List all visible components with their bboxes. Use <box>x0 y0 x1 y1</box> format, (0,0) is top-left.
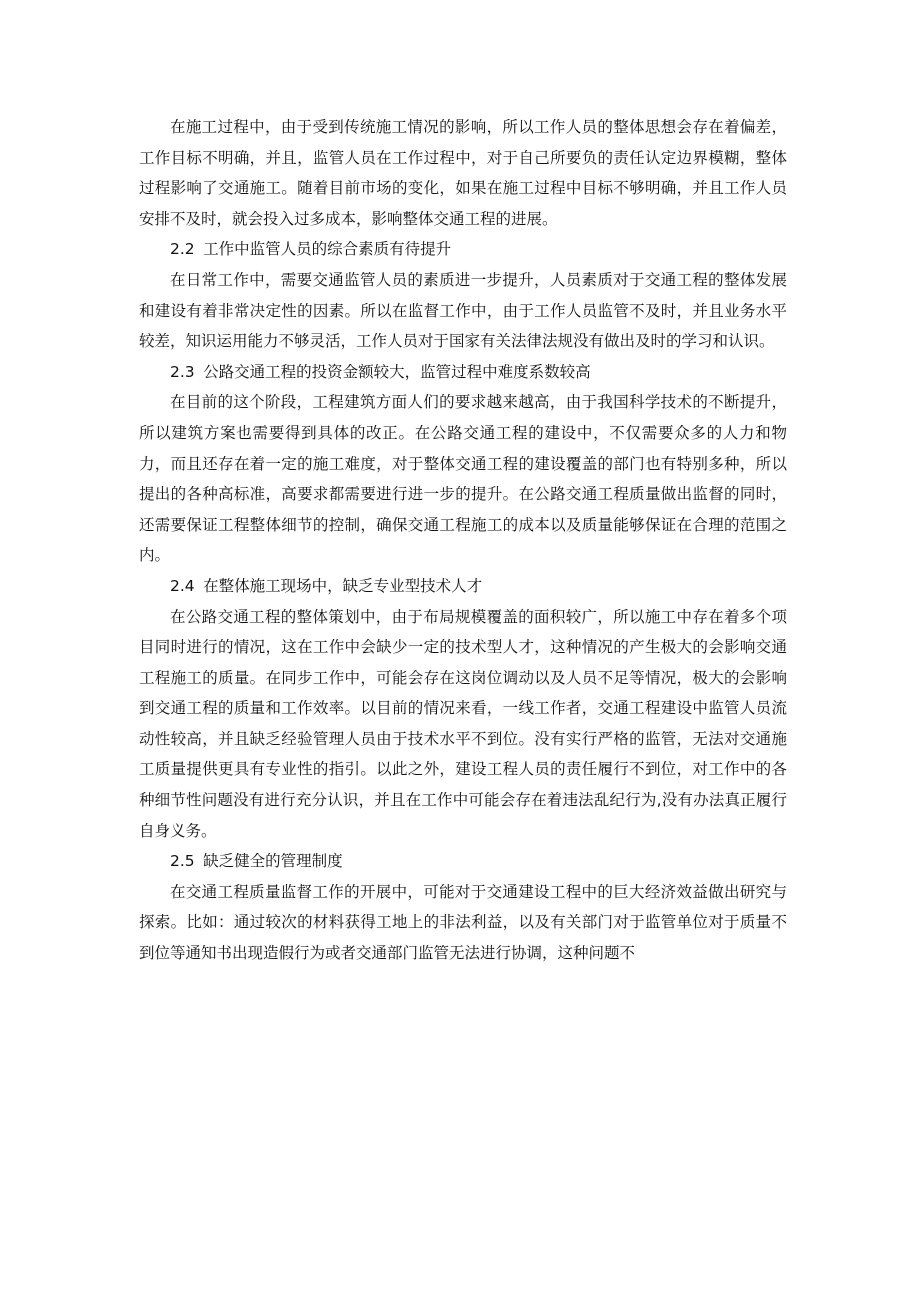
section-heading-2-5 <box>139 846 787 877</box>
section-number: 2.5 <box>170 852 195 871</box>
section-title: 公路交通工程的投资金额较大，监管过程中难度系数较高 <box>203 362 591 381</box>
section-heading-2-3 <box>139 357 787 388</box>
section-heading-2-2 <box>139 234 787 265</box>
paragraph: 在日常工作中，需要交通监管人员的素质进一步提升，人员素质对于交通工程的整体发展和建设有着非常决定性的因素。所以在监督工作中，由于工作人员监管不及时，并且业务水平较差，知识运用能力不够灵活，工作人员对于国家有关法律法规没有做出及时的学习和认识。 <box>139 270 787 351</box>
paragraph: 在目前的这个阶段，工程建筑方面人们的要求越来越高，由于我国科学技术的不断提升，所以建筑方案也需要得到具体的改正。在公路交通工程的建设中，不仅需要众多的人力和物力，而且还存在着一定的施工难度，对于整体交通工程的建设覆盖的部门也有特别多种，所以提出的各种高标准，高要求都需要进行进一步的提升。在公路交通工程质量做出监督的同时，还需要保证工程整体细节的控制，确保交通工程施工的成本以及质量能够保证在合理的范围之内。 <box>139 393 787 565</box>
section-number: 2.4 <box>170 576 195 595</box>
section-title: 工作中监管人员的综合素质有待提升 <box>203 240 452 259</box>
section-title: 在整体施工现场中，缺乏专业型技术人才 <box>203 576 483 595</box>
section-title: 缺乏健全的管理制度 <box>203 852 343 871</box>
document-body <box>139 112 787 969</box>
section-heading-2-4 <box>139 571 787 602</box>
section-number: 2.3 <box>170 362 195 381</box>
paragraph: 在施工过程中，由于受到传统施工情况的影响，所以工作人员的整体思想会存在着偏差，工作目标不明确，并且，监管人员在工作过程中，对于自己所要负的责任认定边界模糊，整体过程影响了交通施工。随着目前市场的变化，如果在施工过程中目标不够明确，并且工作人员安排不及时，就会投入过多成本，影响整体交通工程的进展。 <box>139 118 787 228</box>
section-number: 2.2 <box>170 240 195 259</box>
paragraph: 在交通工程质量监督工作的开展中，可能对于交通建设工程中的巨大经济效益做出研究与探索。比如：通过较次的材料获得工地上的非法利益，以及有关部门对于监管单位对于质量不到位等通知书出现造假行为或者交通部门监管无法进行协调，这种问题不 <box>139 882 787 963</box>
paragraph: 在公路交通工程的整体策划中，由于布局规模覆盖的面积较广，所以施工中存在着多个项目同时进行的情况，这在工作中会缺少一定的技术型人才，这种情况的产生极大的会影响交通工程施工的质量。在同步工作中，可能会存在这岗位调动以及人员不足等情况，极大的会影响到交通工程的质量和工作效率。以目前的情况来看，一线工作者，交通工程建设中监管人员流动性较高，并且缺乏经验管理人员由于技术水平不到位。没有实行严格的监管，无法对交通施工质量提供更具有专业性的指引。以此之外，建设工程人员的责任履行不到位，对工作中的各种细节性问题没有进行充分认识，并且在工作中可能会存在着违法乱纪行为,没有办法真正履行自身义务。 <box>139 607 787 840</box>
